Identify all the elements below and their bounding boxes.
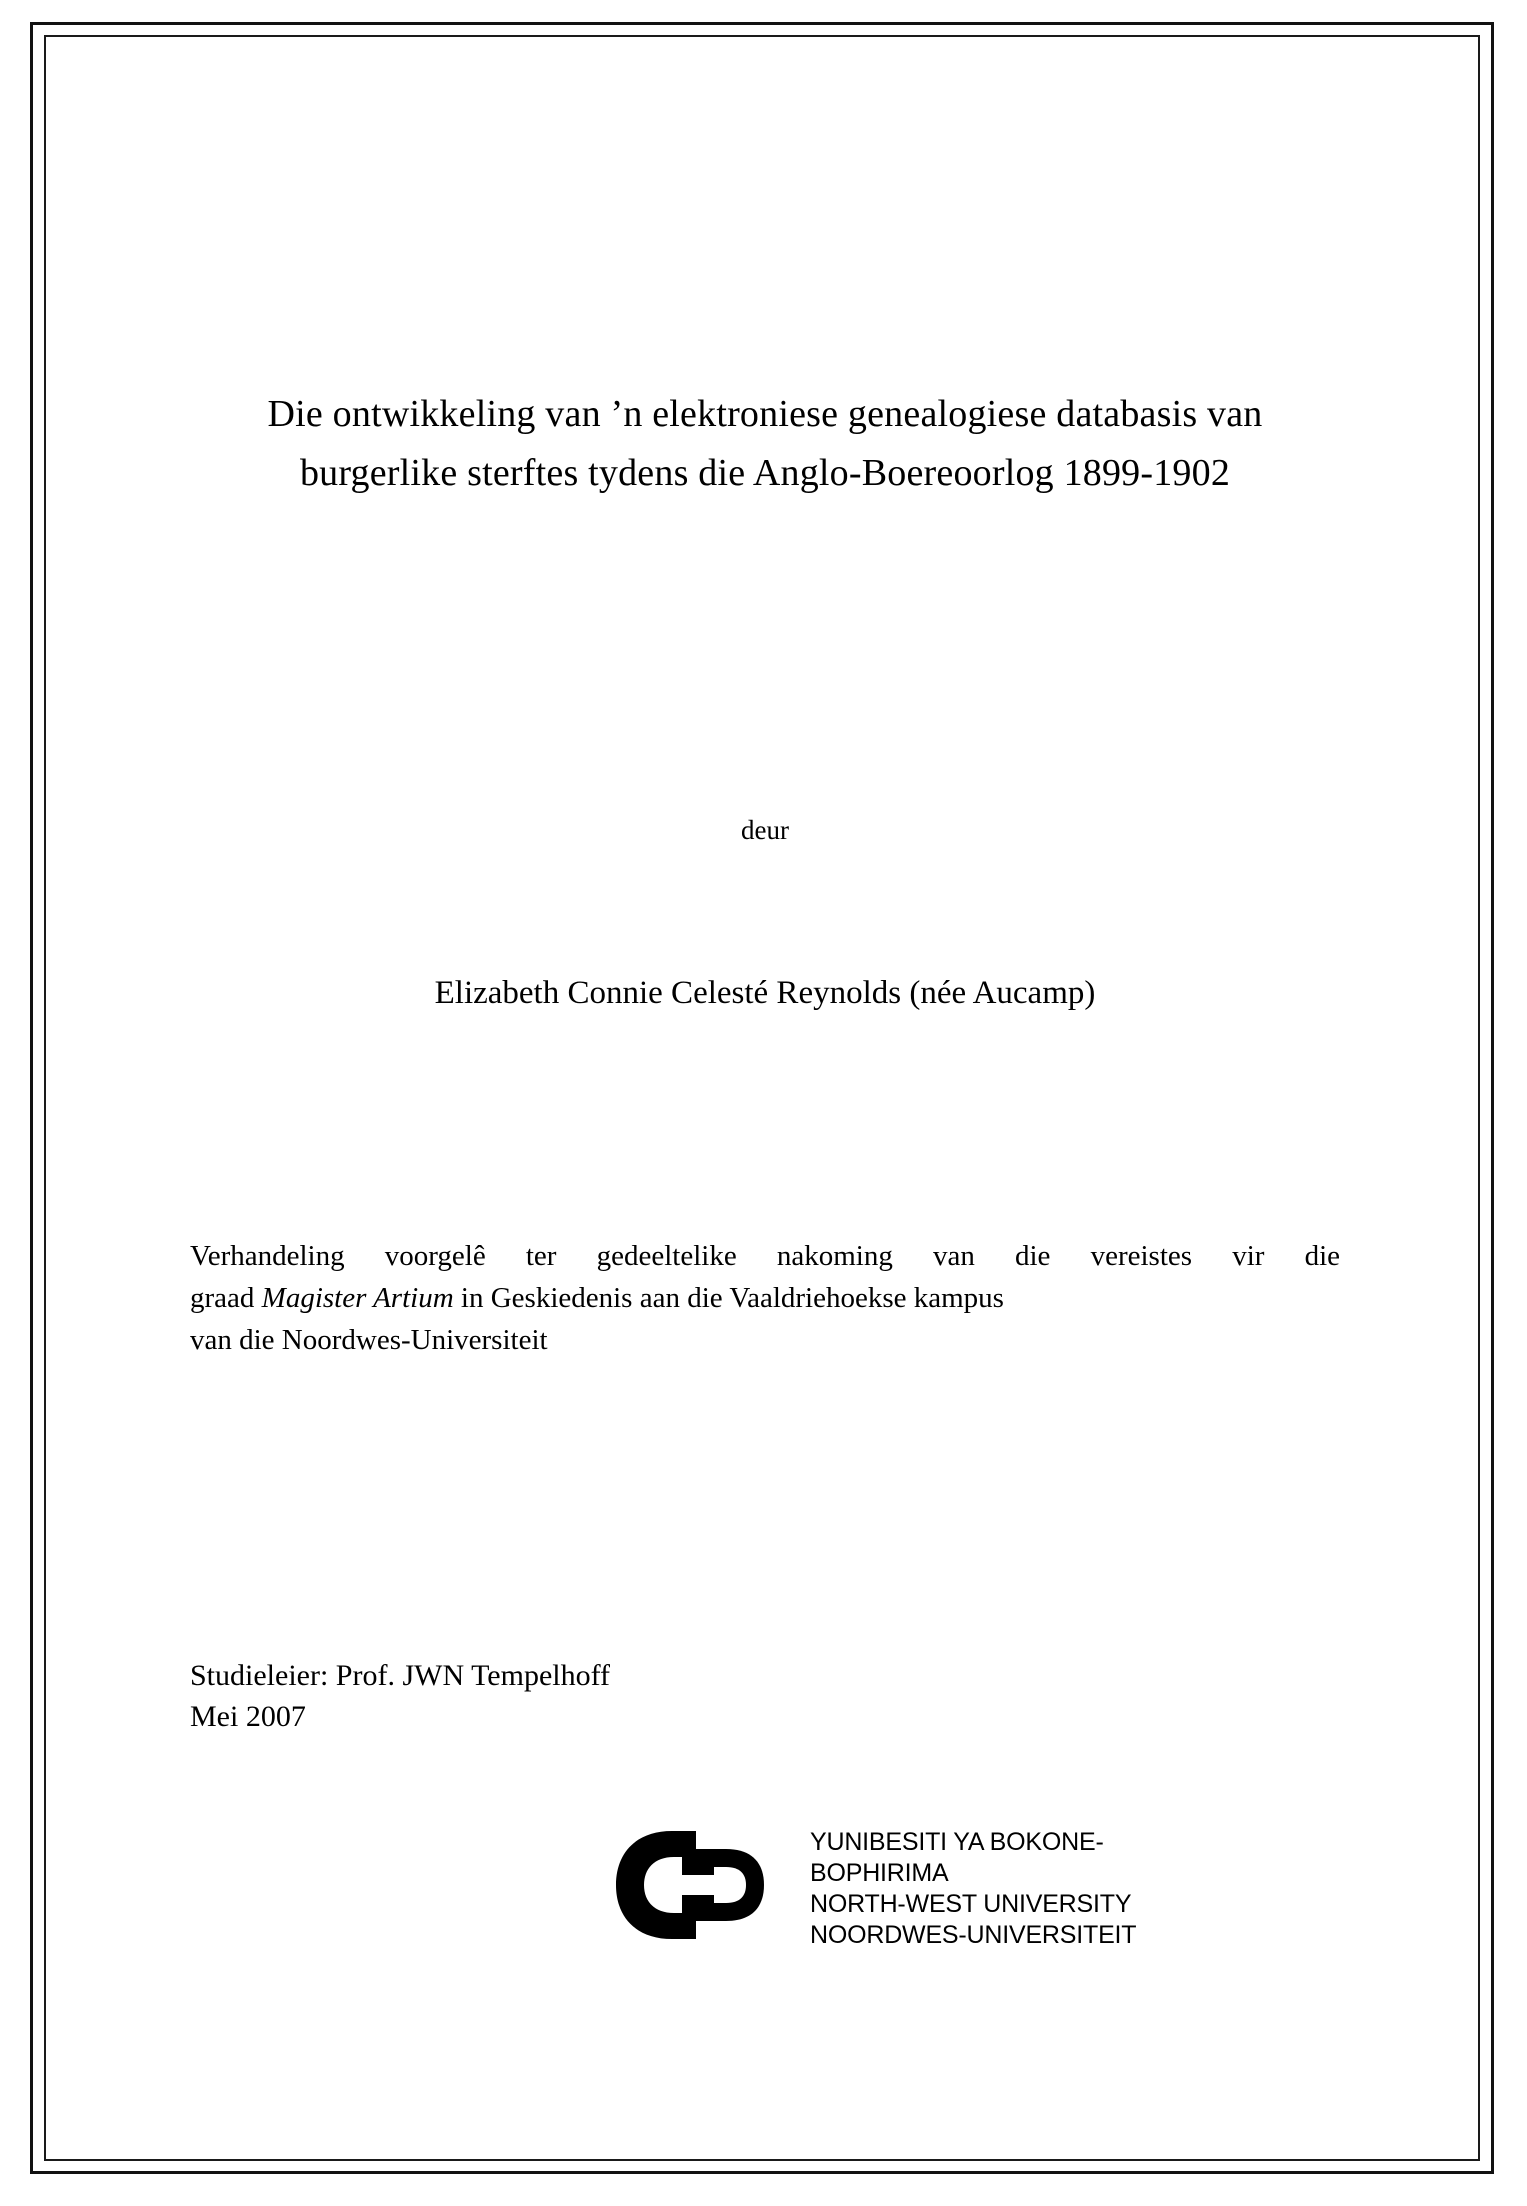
degree-statement-line-1: Verhandeling voorgelê ter gedeeltelike nakoming van die vereistes vir die (190, 1240, 1340, 1272)
title-line-2: burgerlike sterftes tydens die Anglo-Boereoorlog 1899-1902 (299, 451, 1231, 494)
page-content (150, 35, 1380, 2161)
title-line-1: Die ontwikkeling van ’n elektroniese genealogiese databasis van (267, 393, 1263, 435)
supervisor-line: Studieleier: Prof. JWN Tempelhoff (190, 1659, 611, 1692)
document-title (170, 385, 1360, 503)
date-line: Mei 2007 (190, 1700, 306, 1734)
degree-line-2-prefix: graad (190, 1282, 262, 1315)
supervisor-and-date (190, 1655, 1190, 1738)
degree-statement-line-3: van die Noordwes-Universiteit (190, 1324, 548, 1357)
degree-line-2-suffix: in Geskiedenis aan die Vaaldriehoekse kampus (453, 1282, 1004, 1315)
degree-name-italic: Magister Artium (261, 1282, 454, 1315)
logo-wordmark (810, 1827, 1240, 1951)
logo-text-line-3: NOORDWES-UNIVERSITEIT (810, 1921, 1137, 1949)
university-logo (480, 1815, 1240, 1965)
by-label: deur (741, 815, 789, 845)
logo-text-line-2: NORTH-WEST UNIVERSITY (810, 1890, 1132, 1918)
degree-statement-line-2 (190, 1277, 1340, 1319)
author-name: Elizabeth Connie Celesté Reynolds (née Aucamp) (434, 975, 1096, 1011)
degree-statement (190, 1235, 1340, 1361)
nwu-logo-icon (610, 1825, 795, 1945)
logo-text-line-1: YUNIBESITI YA BOKONE-BOPHIRIMA (810, 1828, 1104, 1887)
